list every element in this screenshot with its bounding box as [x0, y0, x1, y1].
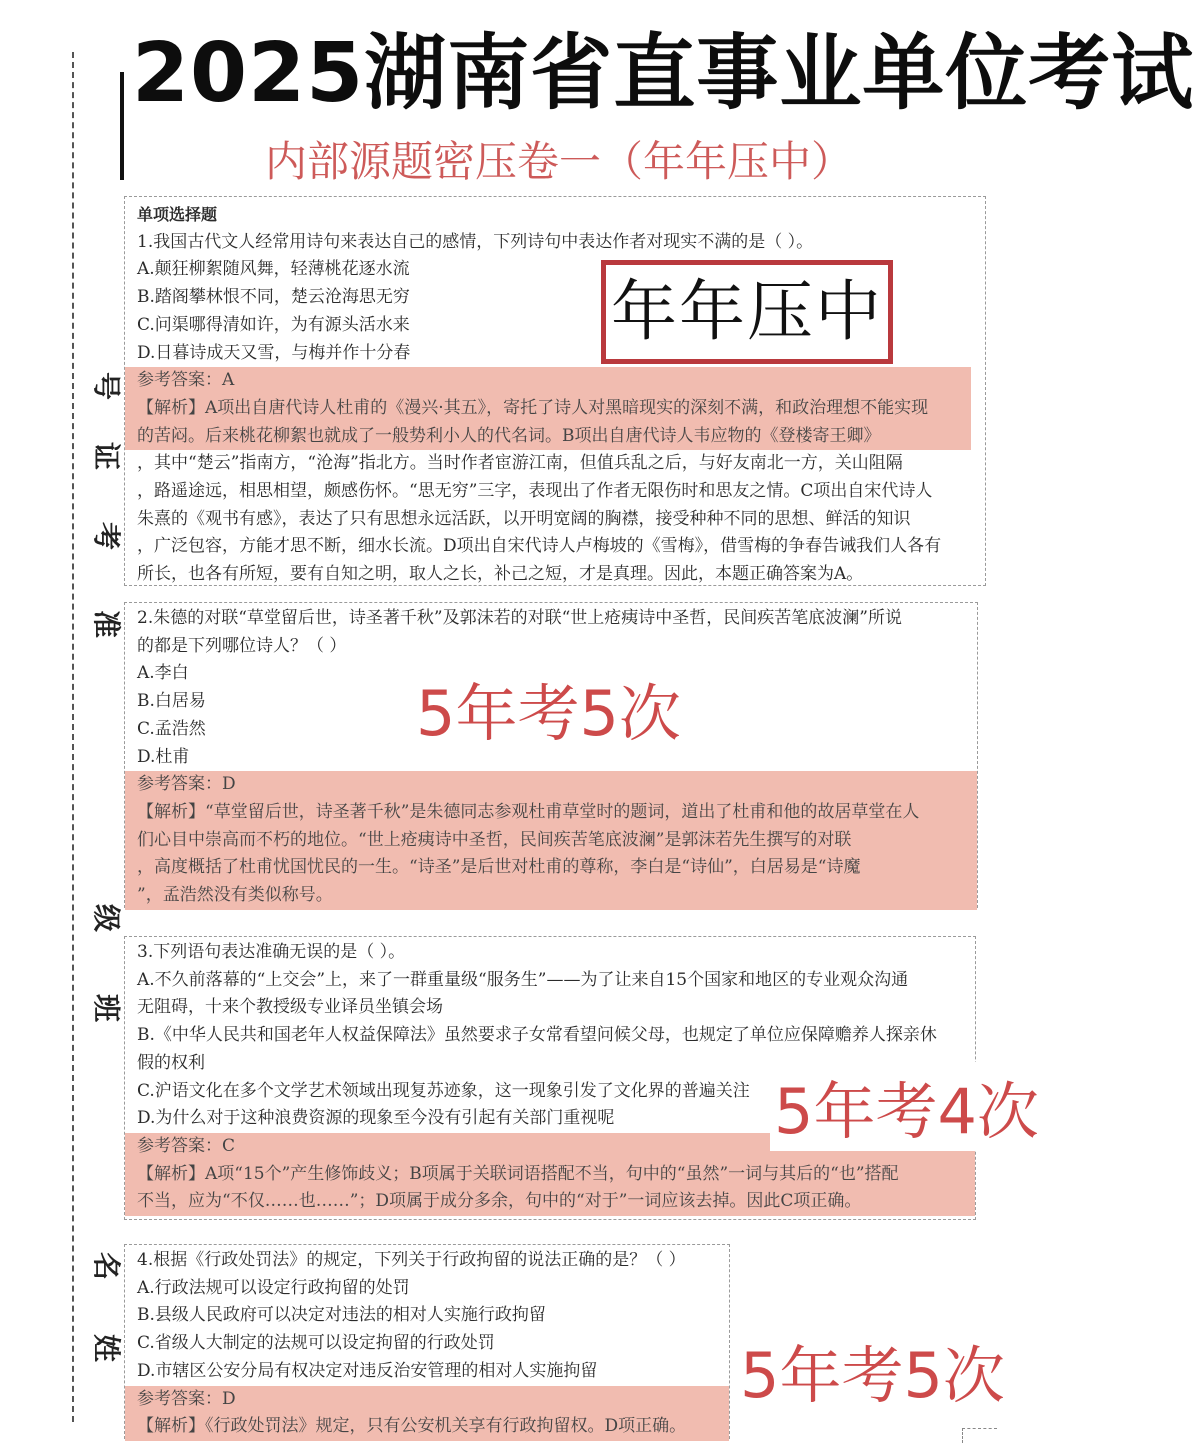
analysis-line: 不当，应为“不仅……也……”；D项属于成分多余，句中的“对于”一词应该去掉。因此C项正确。 — [137, 1191, 862, 1212]
option: C.省级人大制定的法规可以设定拘留的行政处罚 — [137, 1333, 495, 1354]
option: D.杜甫 — [137, 746, 190, 767]
question-2 — [124, 602, 978, 908]
analysis-line: ，广泛包容，方能才思不断，细水长流。D项出自宋代诗人卢梅坡的《雪梅》，借雪梅的争春告诫我们人各有 — [137, 536, 942, 557]
page-title: 2025湖南省直事业单位考试 — [132, 26, 1194, 121]
binding-char: 级 — [90, 903, 123, 932]
question-stem: 2.朱德的对联“草堂留后世，诗圣著千秋”及郭沫若的对联“世上疮痍诗中圣哲，民间疾苦笔底波澜”所说 — [137, 608, 902, 628]
analysis-line: 朱熹的《观书有感》，表达了只有思想永远活跃，以开明宽阔的胸襟，接受种种不同的思想、鲜活的知识 — [137, 508, 911, 529]
answer: 参考答案：D — [137, 774, 236, 795]
binding-char: 准 — [90, 609, 123, 638]
binding-char: 班 — [90, 993, 123, 1022]
option: D.为什么对于这种浪费资源的现象至今没有引起有关部门重视呢 — [137, 1108, 615, 1129]
question-stem: 3.下列语句表达准确无误的是（ ）。 — [137, 942, 406, 962]
option: D.市辖区公安分局有权决定对违反治安管理的相对人实施拘留 — [137, 1360, 598, 1381]
title-accent-bar — [120, 72, 124, 180]
binding-char: 姓 — [90, 1333, 123, 1362]
page-subtitle: 内部源题密压卷一（年年压中） — [265, 137, 854, 186]
section-heading: 单项选择题 — [137, 205, 218, 224]
analysis-line: 【解析】A项出自唐代诗人杜甫的《漫兴·其五》，寄托了诗人对黑暗现实的深刻不满，和政治理想不能实现 — [137, 397, 929, 418]
analysis-line: 【解析】A项“15个”产生修饰歧义；B项属于关联词语搭配不当，句中的“虽然”一词与其后的“也”搭配 — [137, 1163, 899, 1184]
analysis-line: 的苦闷。后来桃花柳絮也就成了一般势利小人的代名词。B项出自唐代诗人韦应物的《登楼寄王卿》 — [137, 425, 881, 446]
binding-char: 名 — [90, 1251, 123, 1280]
option: B.县级人民政府可以决定对违法的相对人实施行政拘留 — [137, 1305, 546, 1326]
stamp-text: 5年考4次 — [770, 1062, 1043, 1151]
binding-char: 号 — [90, 371, 123, 400]
question-4 — [124, 1244, 730, 1439]
corner-mark — [962, 1428, 997, 1443]
option: B.踏阁攀林恨不同，楚云沧海思无穷 — [137, 287, 410, 308]
stamp-text: 5年考5次 — [416, 677, 681, 750]
answer: 参考答案：D — [137, 1388, 236, 1409]
analysis-line: ，路遥途远，相思相望，颇感伤怀。“思无穷”三字，表现出了作者无限伤时和思友之情。C项出自宋代诗人 — [137, 481, 933, 502]
option: A.颠狂柳絮随风舞，轻薄桃花逐水流 — [137, 259, 410, 280]
binding-line — [72, 52, 74, 1422]
stamp-box: 年年压中 — [601, 260, 893, 364]
analysis-line: 【解析】“草堂留后世，诗圣著千秋”是朱德同志参观杜甫草堂时的题词，道出了杜甫和他的故居草堂在人 — [137, 801, 920, 822]
option: A.不久前落幕的“上交会”上，来了一群重量级“服务生”——为了让来自15个国家和地区的专业观众沟通 — [137, 969, 909, 990]
analysis-line: ，高度概括了杜甫忧国忧民的一生。“诗圣”是后世对杜甫的尊称，李白是“诗仙”，白居易是“诗魔 — [137, 857, 861, 878]
option: 无阻碍，十来个教授级专业译员坐镇会场 — [137, 997, 443, 1018]
option: C.问渠哪得清如许，为有源头活水来 — [137, 314, 410, 335]
answer: 参考答案：C — [137, 1135, 236, 1156]
option: A.李白 — [137, 663, 189, 684]
question-stem: 4.根据《行政处罚法》的规定，下列关于行政拘留的说法正确的是？（ ） — [137, 1250, 686, 1270]
binding-char: 考 — [90, 521, 123, 550]
answer-block — [125, 367, 971, 450]
analysis-line: ，其中“楚云”指南方，“沧海”指北方。当时作者宦游江南，但值兵乱之后，与好友南北一方，关山阻隔 — [137, 453, 903, 474]
option: B.《中华人民共和国老年人权益保障法》虽然要求子女常看望问候父母，也规定了单位应保障赡养人探亲休 — [137, 1025, 937, 1046]
answer: 参考答案：A — [137, 370, 235, 391]
analysis-line: 所长，也各有所短，要有自知之明，取人之长，补己之短，才是真理。因此，本题正确答案为A。 — [137, 564, 864, 585]
answer-block — [125, 771, 977, 910]
analysis-line: 们心目中崇高而不朽的地位。“世上疮痍诗中圣哲，民间疾苦笔底波澜”是郭沫若先生撰写的对联 — [137, 829, 852, 850]
option: A.行政法规可以设定行政拘留的处罚 — [137, 1277, 410, 1298]
analysis-line: 【解析】《行政处罚法》规定，只有公安机关享有行政拘留权。D项正确。 — [137, 1416, 687, 1437]
binding-char: 证 — [90, 441, 123, 470]
option: B.白居易 — [137, 691, 206, 712]
option: 假的权利 — [137, 1052, 205, 1073]
option: C.孟浩然 — [137, 718, 206, 739]
answer-block — [125, 1386, 729, 1441]
question-stem: 1.我国古代文人经常用诗句来表达自己的感情，下列诗句中表达作者对现实不满的是（ ）。 — [137, 231, 814, 252]
option: D.日暮诗成天又雪，与梅并作十分春 — [137, 342, 411, 363]
option: C.沪语文化在多个文学艺术领域出现复苏迹象，这一现象引发了文化界的普遍关注 — [137, 1080, 750, 1101]
question-stem: 的都是下列哪位诗人？（ ） — [137, 635, 347, 656]
question-1 — [124, 196, 986, 586]
analysis-line: ”，孟浩然没有类似称号。 — [137, 885, 333, 906]
stamp-text: 5年考5次 — [740, 1339, 1005, 1412]
